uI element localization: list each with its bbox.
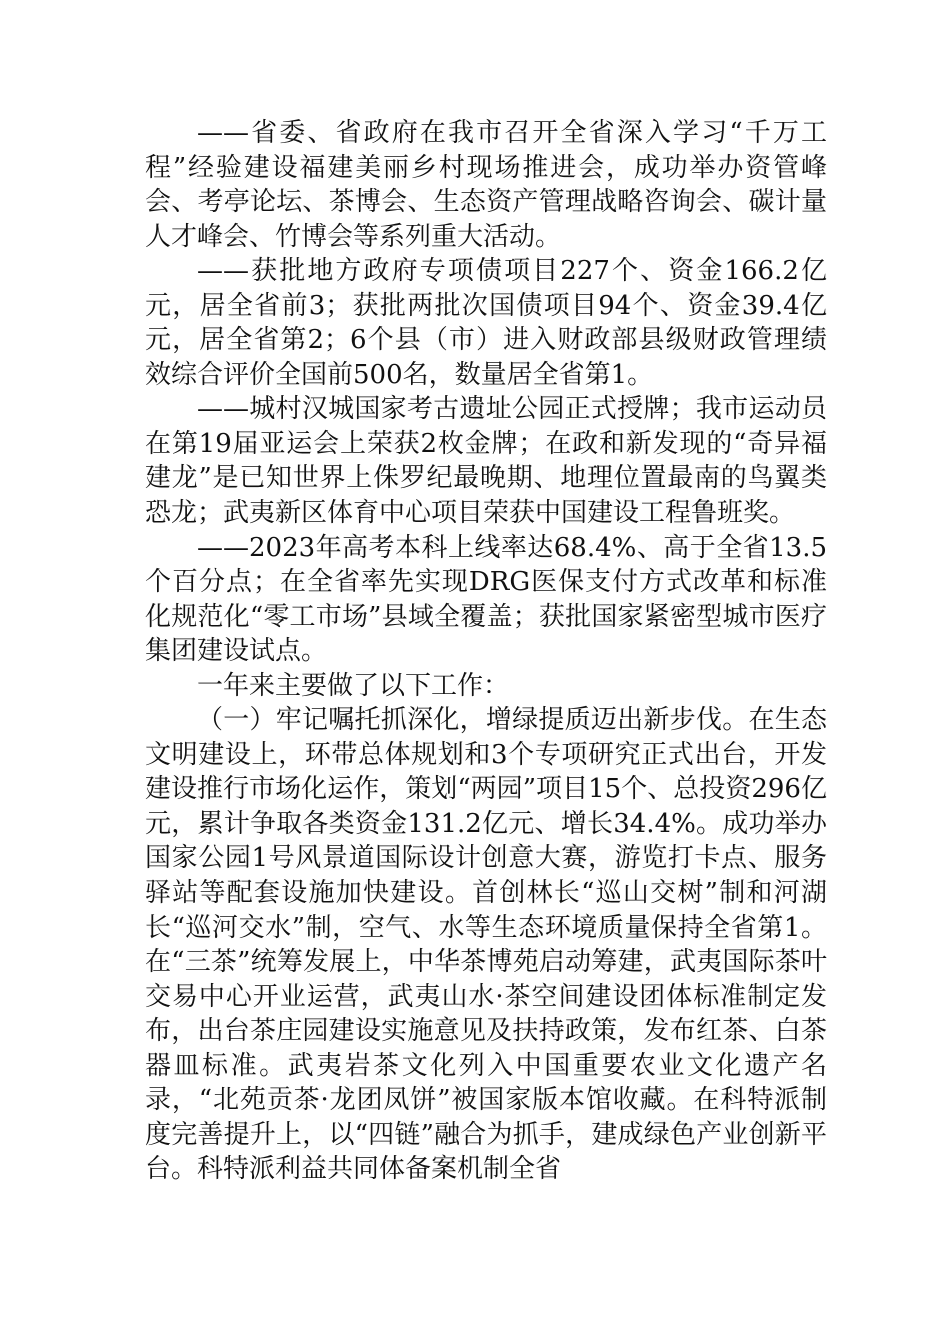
paragraph-education-health: ——2023年高考本科上线率达68.4%、高于全省13.5个百分点；在全省率先实现DRG医保支付方式改革和标准化规范化“零工市场”县域全覆盖；获批国家紧密型城市医疗集团建设试点。: [145, 532, 827, 667]
paragraph-section-one: （一）牢记嘱托抓深化，增绿提质迈出新步伐。在生态文明建设上，环带总体规划和3个专项研究正式出台，开发建设推行市场化运作，策划“两园”项目15个、总投资296亿元，累计争取各类资金131.2亿元、增长34.4%。成功举办国家公园1号风景道国际设计创意大赛，游览打卡点、服务驿站等配套设施加快建设。首创林长“巡山交树”制和河湖长“巡河交水”制，空气、水等生态环境质量保持全省第1。在“三茶”统筹发展上，中华茶博苑启动筹建，武夷国际茶叶交易中心开业运营，武夷山水·茶空间建设团体标准制定发布，出台茶庄园建设实施意见及扶持政策，发布红茶、白茶器皿标准。武夷岩茶文化列入中国重要农业文化遗产名录，“北苑贡茶·龙团凤饼”被国家版本馆收藏。在科特派制度完善提升上，以“四链”融合为抓手，建成绿色产业创新平台。科特派利益共同体备案机制全省: [145, 705, 827, 1185]
paragraph-events: ——省委、省政府在我市召开全省深入学习“千万工程”经验建设福建美丽乡村现场推进会，成功举办资管峰会、考亭论坛、茶博会、生态资产管理战略咨询会、碳计量人才峰会、竹博会等系列重大活动。: [145, 118, 827, 252]
paragraph-culture-sports: ——城村汉城国家考古遗址公园正式授牌；我市运动员在第19届亚运会上荣获2枚金牌；在政和新发现的“奇异福建龙”是已知世界上侏罗纪最晚期、地理位置最南的鸟翼类恐龙；武夷新区体育中心项目荣获中国建设工程鲁班奖。: [145, 394, 827, 529]
paragraph-bonds: ——获批地方政府专项债项目227个、资金166.2亿元，居全省前3；获批两批次国债项目94个、资金39.4亿元，居全省第2；6个县（市）进入财政部县级财政管理绩效综合评价全国前500名，数量居全省第1。: [145, 256, 827, 390]
document-body: [145, 116, 827, 1187]
paragraph-work-intro: 一年来主要做了以下工作：: [197, 670, 510, 701]
